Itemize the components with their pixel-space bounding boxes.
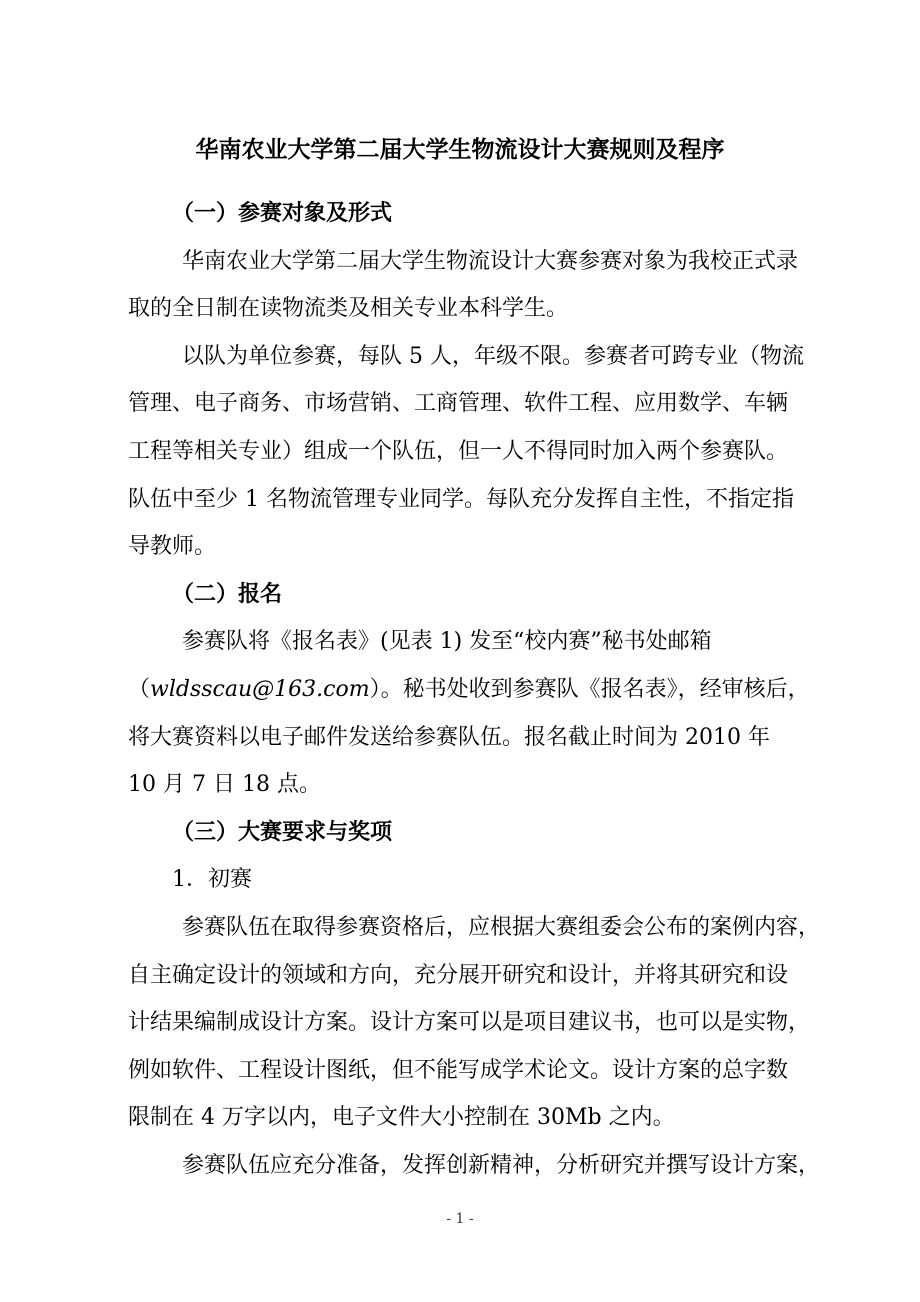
body-line: 取的全日制在读物流类及相关专业本科学生。: [128, 296, 569, 322]
section-heading-1: （一）参赛对象及形式: [172, 200, 393, 226]
body-line: 参赛队将《报名表》(见表 1) 发至“校内赛”秘书处邮箱: [182, 629, 712, 655]
body-line: 10 月 7 日 18 点。: [128, 772, 321, 798]
body-line: 将大赛资料以电子邮件发送给参赛队伍。报名截止时间为 2010 年: [128, 724, 770, 750]
email-address: wldsscau@163.com: [150, 676, 370, 702]
page-number: - 1 -: [446, 1211, 474, 1228]
body-line: 导教师。: [128, 534, 217, 560]
body-line: 例如软件、工程设计图纸，但不能写成学术论文。设计方案的总字数: [128, 1057, 789, 1083]
email-line-rest: ）。秘书处收到参赛队《报名表》，经审核后，: [369, 676, 810, 702]
section-heading-2: （二）报名: [172, 580, 283, 607]
body-line: 计结果编制成设计方案。设计方案可以是项目建议书，也可以是实物，: [128, 1010, 811, 1036]
body-line: 参赛队伍在取得参赛资格后，应根据大赛组委会公布的案例内容，: [182, 914, 821, 940]
doc-title: 华南农业大学第二届大学生物流设计大赛规则及程序: [195, 136, 725, 163]
body-line: 参赛队伍应充分准备，发挥创新精神，分析研究并撰写设计方案，: [182, 1152, 821, 1178]
body-line: 以队为单位参赛，每队 5 人，年级不限。参赛者可跨专业（物流: [182, 343, 804, 369]
body-line: 自主确定设计的领域和方向，充分展开研究和设计，并将其研究和设: [128, 962, 789, 988]
body-line-with-email: [128, 666, 810, 714]
section-heading-3: （三）大赛要求与奖项: [172, 818, 393, 845]
body-line: 华南农业大学第二届大学生物流设计大赛参赛对象为我校正式录: [182, 248, 799, 274]
body-line: 队伍中至少 1 名物流管理专业同学。每队充分发挥自主性，不指定指: [128, 486, 794, 512]
body-line: 工程等相关专业）组成一个队伍，但一人不得同时加入两个参赛队。: [128, 438, 789, 464]
subsection-heading: 1．初赛: [172, 867, 252, 893]
body-line: 限制在 4 万字以内，电子文件大小控制在 30Mb 之内。: [128, 1105, 675, 1131]
email-paren-open: （: [128, 676, 151, 702]
body-line: 管理、电子商务、市场营销、工商管理、软件工程、应用数学、车辆: [128, 391, 789, 417]
